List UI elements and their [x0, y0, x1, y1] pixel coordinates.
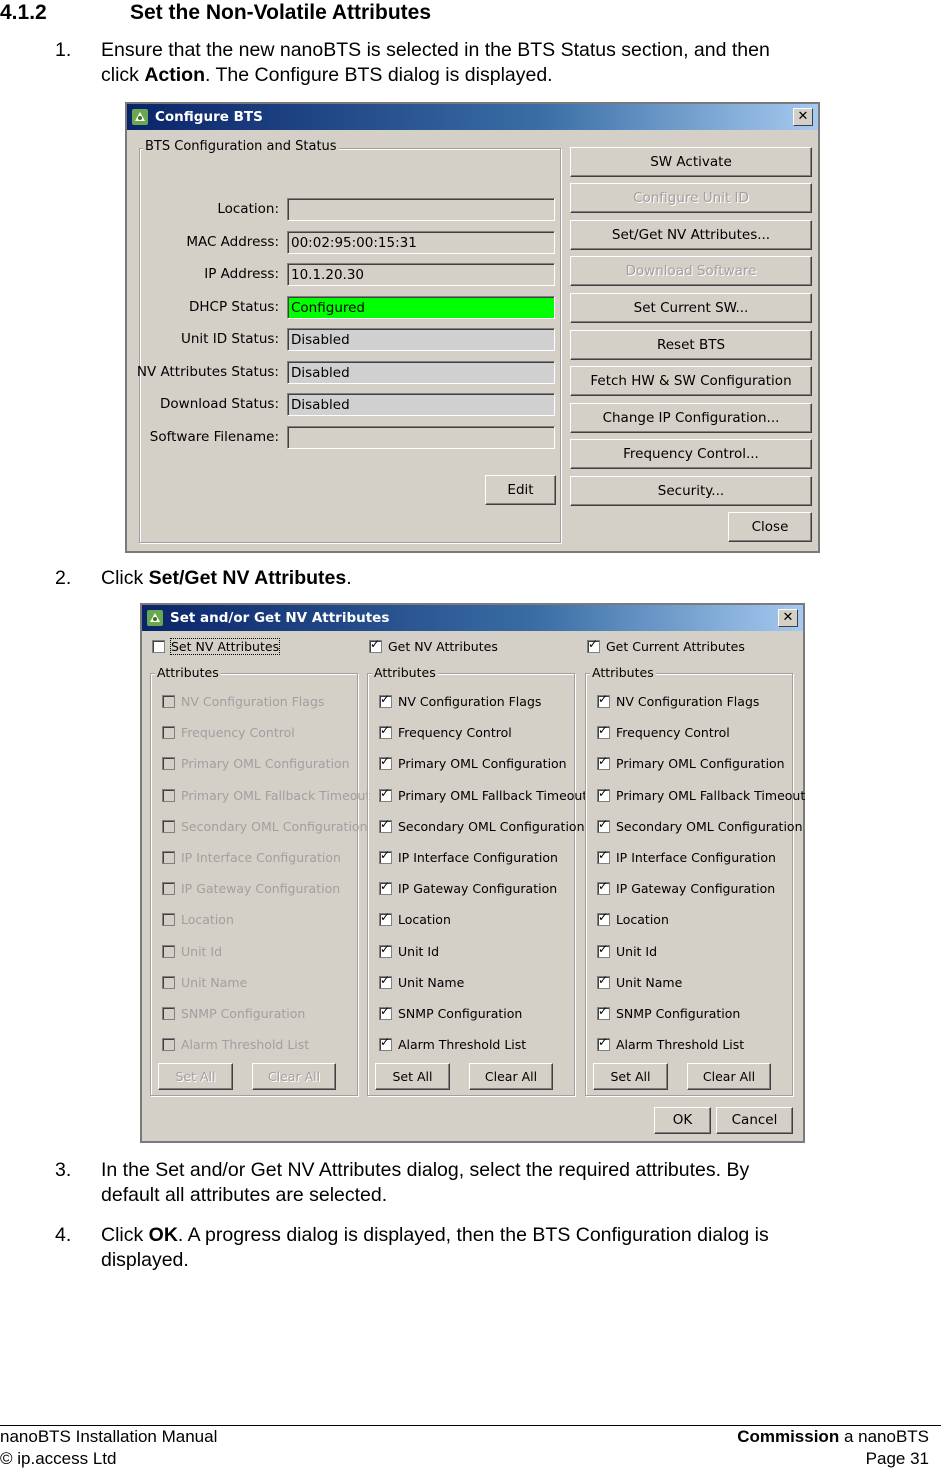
- frequency-control-button[interactable]: Frequency Control...: [570, 439, 812, 469]
- clear-all-button[interactable]: Clear All: [469, 1063, 553, 1090]
- footer-copyright: © ip.access Ltd: [0, 1449, 117, 1468]
- set-all-button[interactable]: Set All: [375, 1063, 450, 1090]
- checkbox-unchecked-icon[interactable]: [162, 1007, 175, 1020]
- column-header-checkbox-2[interactable]: [369, 639, 498, 654]
- mac-address-field[interactable]: 00:02:95:00:15:31: [287, 231, 555, 254]
- step-4-line-2: displayed.: [101, 1249, 189, 1271]
- attribute-label: IP Interface Configuration: [616, 850, 776, 865]
- step-1-line-1: Ensure that the new nanoBTS is selected in the BTS Status section, and then: [101, 39, 770, 61]
- attribute-label: SNMP Configuration: [398, 1006, 523, 1021]
- step-4-number: 4.: [55, 1224, 72, 1246]
- mac-address-label: MAC Address:: [186, 234, 279, 250]
- attribute-label: Alarm Threshold List: [398, 1037, 527, 1053]
- ip-address-label: IP Address:: [204, 266, 279, 282]
- attribute-label: Secondary OML Configuration: [616, 818, 803, 834]
- checkbox-unchecked-icon[interactable]: [162, 913, 175, 926]
- attribute-checkbox[interactable]: [597, 819, 803, 834]
- attribute-label: Primary OML Fallback Timeout: [398, 787, 588, 803]
- attribute-checkbox[interactable]: [379, 1037, 526, 1052]
- checkbox-checked-icon[interactable]: [379, 851, 392, 864]
- set-all-button[interactable]: Set All: [158, 1063, 233, 1090]
- attribute-checkbox[interactable]: [379, 881, 557, 896]
- attribute-checkbox[interactable]: [597, 881, 775, 896]
- attribute-label: IP Gateway Configuration: [181, 881, 341, 897]
- checkbox-checked-icon[interactable]: [597, 851, 610, 864]
- checkbox-checked-icon[interactable]: [597, 820, 610, 833]
- checkbox-checked-icon[interactable]: [379, 1038, 392, 1051]
- attribute-checkbox[interactable]: [379, 975, 464, 990]
- attributes-group-label: Attributes: [592, 665, 654, 680]
- checkbox-unchecked-icon[interactable]: [162, 851, 175, 864]
- attribute-label: Unit Id: [398, 943, 440, 959]
- bts-config-group-label: BTS Configuration and Status: [145, 139, 337, 154]
- unit-id-status-field[interactable]: Disabled: [287, 328, 555, 351]
- footer-section: [737, 1427, 929, 1447]
- footer-manual-title: nanoBTS Installation Manual: [0, 1427, 218, 1446]
- section-title: Set the Non-Volatile Attributes: [130, 1, 432, 24]
- attribute-checkbox[interactable]: [379, 756, 567, 771]
- column-header-label: Get NV Attributes: [388, 639, 498, 654]
- checkbox-checked-icon[interactable]: [379, 789, 392, 802]
- ok-button[interactable]: OK: [654, 1107, 711, 1134]
- footer-rule: [0, 1425, 941, 1426]
- checkbox-checked-icon[interactable]: [597, 913, 610, 926]
- attribute-label: Frequency Control: [398, 725, 512, 741]
- attribute-label: Location: [398, 912, 451, 928]
- attribute-label: SNMP Configuration: [181, 1006, 306, 1021]
- cancel-button[interactable]: Cancel: [716, 1107, 793, 1134]
- checkbox-checked-icon[interactable]: [597, 726, 610, 739]
- nv-attributes-status-label: NV Attributes Status:: [136, 364, 279, 380]
- nv-attributes-title: Set and/or Get NV Attributes: [170, 610, 390, 626]
- attribute-checkbox[interactable]: [162, 881, 340, 896]
- attribute-label: NV Configuration Flags: [398, 694, 542, 709]
- attribute-label: Secondary OML Configuration: [181, 818, 368, 834]
- section-number: 4.1.2: [0, 1, 47, 24]
- step-1-line-2: [101, 63, 901, 88]
- attribute-checkbox[interactable]: [379, 912, 451, 927]
- set-get-nv-attributes-button[interactable]: Set/Get NV Attributes...: [570, 220, 812, 250]
- attribute-label: NV Configuration Flags: [181, 694, 325, 709]
- download-status-field[interactable]: Disabled: [287, 393, 555, 416]
- attribute-label: Unit Name: [181, 974, 248, 990]
- attribute-checkbox[interactable]: [597, 788, 805, 803]
- attribute-checkbox[interactable]: [597, 694, 759, 709]
- ip-address-field[interactable]: 10.1.20.30: [287, 263, 555, 286]
- checkbox-unchecked-icon[interactable]: [162, 695, 175, 708]
- step-1-text: [101, 38, 901, 88]
- step-2-bold: Set/Get NV Attributes: [148, 567, 347, 589]
- attribute-label: Primary OML Configuration: [398, 756, 567, 772]
- configure-bts-title: Configure BTS: [155, 109, 263, 125]
- attribute-checkbox[interactable]: [379, 725, 512, 740]
- attribute-checkbox[interactable]: [162, 850, 341, 865]
- checkbox-checked-icon[interactable]: [379, 726, 392, 739]
- checkbox-unchecked-icon[interactable]: [162, 882, 175, 895]
- step-4-post: . A progress dialog is displayed, then the BTS Configuration dialog is: [177, 1224, 769, 1246]
- column-header-label: Set NV Attributes: [171, 639, 280, 654]
- checkbox-checked-icon[interactable]: [597, 789, 610, 802]
- checkbox-checked-icon[interactable]: [587, 640, 600, 653]
- nv-attributes-titlebar[interactable]: [142, 605, 803, 631]
- reset-bts-button[interactable]: Reset BTS: [570, 330, 812, 360]
- step-4-pre: Click: [101, 1224, 149, 1246]
- attribute-checkbox[interactable]: [379, 850, 558, 865]
- attribute-label: Unit Id: [181, 943, 223, 959]
- attribute-checkbox[interactable]: [162, 1037, 309, 1052]
- checkbox-checked-icon[interactable]: [597, 882, 610, 895]
- app-icon: [131, 108, 149, 126]
- attribute-checkbox[interactable]: [597, 756, 785, 771]
- attribute-label: SNMP Configuration: [616, 1006, 741, 1021]
- dhcp-status-field[interactable]: Configured: [287, 296, 555, 319]
- checkbox-checked-icon[interactable]: [379, 976, 392, 989]
- attribute-checkbox[interactable]: [162, 788, 370, 803]
- attribute-checkbox[interactable]: [162, 944, 222, 959]
- attribute-label: Location: [181, 912, 234, 928]
- attribute-label: Frequency Control: [181, 725, 295, 741]
- checkbox-checked-icon[interactable]: [379, 695, 392, 708]
- attributes-group-label: Attributes: [157, 665, 219, 680]
- step-2-post: .: [346, 567, 352, 589]
- fetch-hw-sw-config-button[interactable]: Fetch HW & SW Configuration: [570, 366, 812, 396]
- checkbox-unchecked-icon[interactable]: [152, 640, 165, 653]
- download-status-label: Download Status:: [160, 396, 279, 412]
- change-ip-config-button[interactable]: Change IP Configuration...: [570, 403, 812, 433]
- checkbox-checked-icon[interactable]: [597, 1007, 610, 1020]
- checkbox-checked-icon[interactable]: [379, 913, 392, 926]
- step-3-text: [101, 1158, 901, 1208]
- location-field[interactable]: [287, 198, 555, 221]
- attribute-checkbox[interactable]: [162, 819, 368, 834]
- step-2-pre: Click: [101, 567, 149, 589]
- attribute-label: IP Gateway Configuration: [398, 881, 558, 897]
- footer-section-rest: a nanoBTS: [839, 1427, 929, 1446]
- sw-activate-button[interactable]: SW Activate: [570, 147, 812, 177]
- attribute-label: Primary OML Fallback Timeout: [616, 787, 806, 803]
- download-software-button[interactable]: Download Software: [570, 256, 812, 286]
- checkbox-checked-icon[interactable]: [597, 945, 610, 958]
- attribute-checkbox[interactable]: [597, 944, 657, 959]
- configure-bts-titlebar[interactable]: [127, 104, 818, 130]
- step-3-line-2: default all attributes are selected.: [101, 1184, 388, 1206]
- checkbox-unchecked-icon[interactable]: [162, 789, 175, 802]
- column-header-checkbox-3[interactable]: [587, 639, 745, 654]
- unit-id-status-label: Unit ID Status:: [180, 331, 279, 347]
- configure-unit-id-button[interactable]: Configure Unit ID: [570, 183, 812, 213]
- attribute-checkbox[interactable]: [162, 725, 295, 740]
- checkbox-checked-icon[interactable]: [597, 757, 610, 770]
- checkbox-unchecked-icon[interactable]: [162, 945, 175, 958]
- attribute-label: Location: [616, 912, 669, 928]
- attribute-label: Alarm Threshold List: [616, 1037, 745, 1053]
- step-3-line-1: In the Set and/or Get NV Attributes dialog, select the required attributes. By: [101, 1159, 750, 1181]
- configure-bts-dialog: [125, 102, 820, 553]
- attribute-checkbox[interactable]: [379, 788, 587, 803]
- step-3-number: 3.: [55, 1159, 72, 1181]
- attribute-label: Unit Name: [398, 974, 465, 990]
- step-4-bold: OK: [148, 1224, 178, 1246]
- clear-all-button[interactable]: Clear All: [687, 1063, 771, 1090]
- attribute-label: Primary OML Configuration: [181, 756, 350, 772]
- checkbox-checked-icon[interactable]: [379, 1007, 392, 1020]
- attribute-label: IP Interface Configuration: [181, 850, 341, 865]
- edit-button[interactable]: Edit: [485, 475, 556, 505]
- app-icon: [146, 609, 164, 627]
- footer-page-number: Page 31: [865, 1449, 929, 1468]
- attribute-checkbox[interactable]: [162, 975, 247, 990]
- step-1-number: 1.: [55, 39, 72, 61]
- attribute-label: Secondary OML Configuration: [398, 818, 585, 834]
- checkbox-unchecked-icon[interactable]: [162, 757, 175, 770]
- attribute-checkbox[interactable]: [162, 912, 234, 927]
- attribute-label: Unit Name: [616, 974, 683, 990]
- attribute-label: Frequency Control: [616, 725, 730, 741]
- checkbox-checked-icon[interactable]: [597, 1038, 610, 1051]
- step-1-pre: click: [101, 64, 145, 86]
- checkbox-unchecked-icon[interactable]: [162, 820, 175, 833]
- attribute-label: Primary OML Configuration: [616, 756, 785, 772]
- close-icon[interactable]: ✕: [793, 108, 813, 126]
- step-4-text: [101, 1223, 901, 1273]
- step-1-post: . The Configure BTS dialog is displayed.: [205, 64, 553, 86]
- nv-attributes-status-field[interactable]: Disabled: [287, 361, 555, 384]
- close-icon[interactable]: ✕: [778, 609, 798, 627]
- attribute-checkbox[interactable]: [379, 694, 541, 709]
- attribute-label: Primary OML Fallback Timeout: [181, 787, 371, 803]
- attributes-group-label: Attributes: [374, 665, 436, 680]
- software-filename-field[interactable]: [287, 426, 555, 449]
- checkbox-checked-icon[interactable]: [597, 976, 610, 989]
- attribute-checkbox[interactable]: [597, 1037, 744, 1052]
- attribute-checkbox[interactable]: [379, 944, 439, 959]
- attribute-checkbox[interactable]: [597, 1006, 740, 1021]
- attribute-label: IP Interface Configuration: [398, 850, 558, 865]
- checkbox-unchecked-icon[interactable]: [162, 726, 175, 739]
- checkbox-checked-icon[interactable]: [379, 882, 392, 895]
- attribute-checkbox[interactable]: [162, 694, 324, 709]
- step-2-text: [101, 566, 901, 591]
- clear-all-button[interactable]: Clear All: [252, 1063, 336, 1090]
- checkbox-unchecked-icon[interactable]: [162, 1038, 175, 1051]
- attribute-checkbox[interactable]: [379, 819, 585, 834]
- attribute-checkbox[interactable]: [597, 850, 776, 865]
- footer-section-bold: Commission: [737, 1427, 840, 1446]
- close-button[interactable]: Close: [728, 512, 812, 542]
- security-button[interactable]: Security...: [570, 476, 812, 506]
- checkbox-checked-icon[interactable]: [379, 820, 392, 833]
- checkbox-checked-icon[interactable]: [379, 757, 392, 770]
- set-all-button[interactable]: Set All: [593, 1063, 668, 1090]
- step-4-line-1: [101, 1223, 901, 1248]
- set-current-sw-button[interactable]: Set Current SW...: [570, 293, 812, 323]
- checkbox-checked-icon[interactable]: [597, 695, 610, 708]
- checkbox-checked-icon[interactable]: [369, 640, 382, 653]
- column-header-checkbox-1[interactable]: [152, 639, 279, 654]
- location-label: Location:: [217, 201, 279, 217]
- column-header-label: Get Current Attributes: [606, 639, 745, 654]
- attribute-label: NV Configuration Flags: [616, 694, 760, 709]
- attribute-checkbox[interactable]: [162, 1006, 305, 1021]
- step-1-bold: Action: [144, 64, 206, 86]
- attribute-checkbox[interactable]: [379, 1006, 522, 1021]
- attribute-label: Alarm Threshold List: [181, 1037, 310, 1053]
- attribute-label: IP Gateway Configuration: [616, 881, 776, 897]
- attribute-checkbox[interactable]: [597, 912, 669, 927]
- step-2-number: 2.: [55, 567, 72, 589]
- nv-attributes-dialog: [140, 603, 805, 1143]
- attribute-checkbox[interactable]: [162, 756, 350, 771]
- software-filename-label: Software Filename:: [149, 429, 279, 445]
- attribute-checkbox[interactable]: [597, 975, 682, 990]
- checkbox-unchecked-icon[interactable]: [162, 976, 175, 989]
- attribute-label: Unit Id: [616, 943, 658, 959]
- checkbox-checked-icon[interactable]: [379, 945, 392, 958]
- dhcp-status-label: DHCP Status:: [189, 299, 279, 315]
- attribute-checkbox[interactable]: [597, 725, 730, 740]
